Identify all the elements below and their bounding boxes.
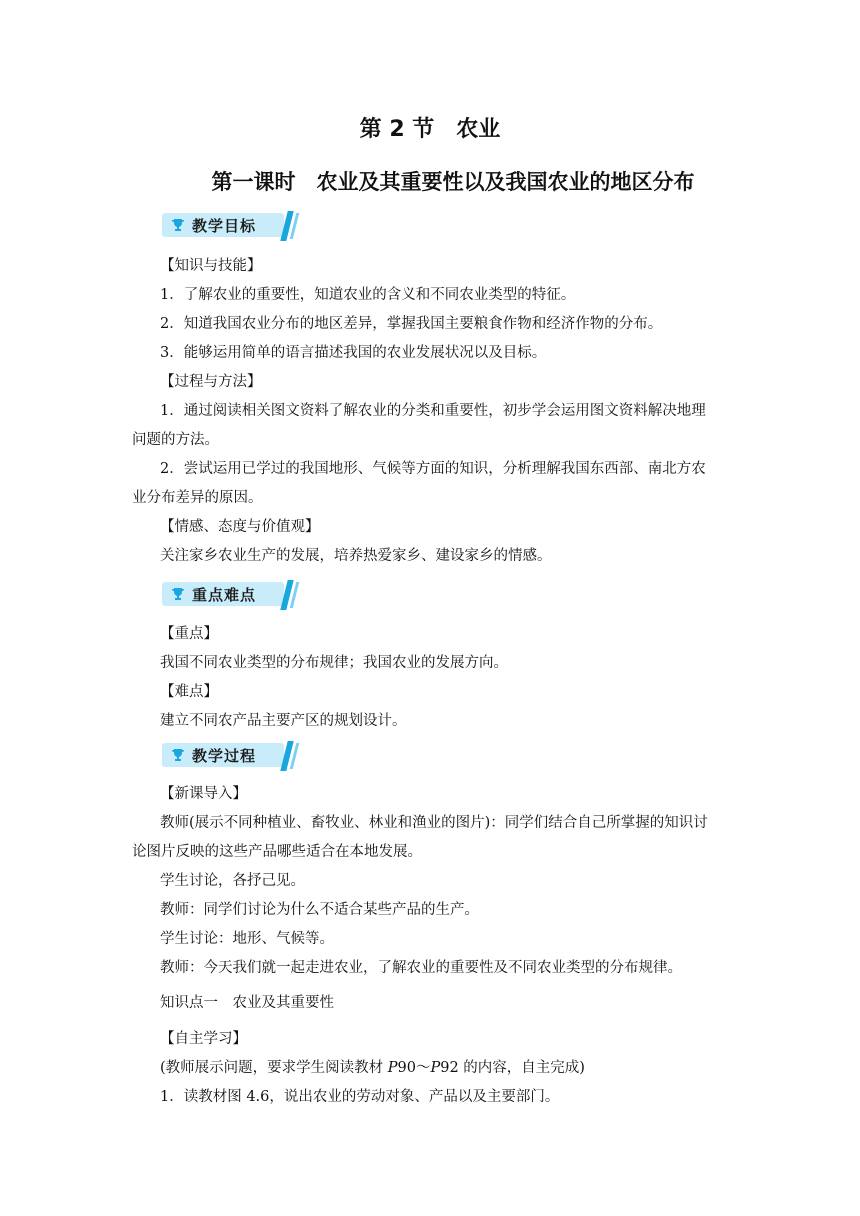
knowledge-point-heading: 知识点一 农业及其重要性 [160,995,334,1011]
paragraph: 1．读教材图 4.6，说出农业的劳动对象、产品以及主要部门。 [160,1089,560,1105]
paragraph: 论图片反映的这些产品哪些适合在本地发展。 [132,844,422,860]
paragraph: 教师：同学们讨论为什么不适合某些产品的生产。 [160,902,479,918]
heading-key: 【重点】 [160,626,218,642]
lesson-subtitle: 第一课时 农业及其重要性以及我国农业的地区分布 [211,170,695,194]
trophy-icon [170,217,186,233]
paragraph: 我国不同农业类型的分布规律；我国农业的发展方向。 [160,655,508,671]
paragraph: 教师(展示不同种植业、畜牧业、林业和渔业的图片)：同学们结合自己所掌握的知识讨 [160,815,708,831]
paragraph: 建立不同农产品主要产区的规划设计。 [160,713,407,729]
heading-intro: 【新课导入】 [160,786,247,802]
paragraph: 关注家乡农业生产的发展，培养热爱家乡、建设家乡的情感。 [160,548,552,564]
section-banner-goals [162,211,298,241]
section-title: 重点难点 [192,586,257,604]
heading-difficulty: 【难点】 [160,684,218,700]
paragraph: 2．尝试运用已学过的我国地形、气候等方面的知识，分析理解我国东西部、南北方农 [160,461,706,477]
trophy-icon [170,747,186,763]
section-banner-process [162,741,298,771]
paragraph: 教师：今天我们就一起走进农业，了解农业的重要性及不同农业类型的分布规律。 [160,960,682,976]
section-title: 教学过程 [192,747,257,765]
heading-knowledge: 【知识与技能】 [160,258,262,274]
page-title: 第 2 节 农业 [359,117,501,142]
paragraph: 1．了解农业的重要性，知道农业的含义和不同农业类型的特征。 [160,287,576,303]
section-banner-keypoints [162,580,298,610]
paragraph: 业分布差异的原因。 [132,490,263,506]
paragraph: 问题的方法。 [132,432,219,448]
paragraph-self-study: (教师展示问题，要求学生阅读教材 P90～P92 的内容，自主完成) [160,1060,585,1076]
paragraph: 学生讨论：地形、气候等。 [160,931,334,947]
trophy-icon [170,586,186,602]
paragraph: 2．知道我国农业分布的地区差异，掌握我国主要粮食作物和经济作物的分布。 [160,316,663,332]
heading-emotion: 【情感、态度与价值观】 [160,519,320,535]
heading-self-study: 【自主学习】 [160,1031,247,1047]
paragraph: 1．通过阅读相关图文资料了解农业的分类和重要性，初步学会运用图文资料解决地理 [160,403,706,419]
section-title: 教学目标 [192,217,257,235]
heading-method: 【过程与方法】 [160,374,262,390]
paragraph: 学生讨论，各抒己见。 [160,873,305,889]
paragraph: 3．能够运用简单的语言描述我国的农业发展状况以及目标。 [160,345,547,361]
